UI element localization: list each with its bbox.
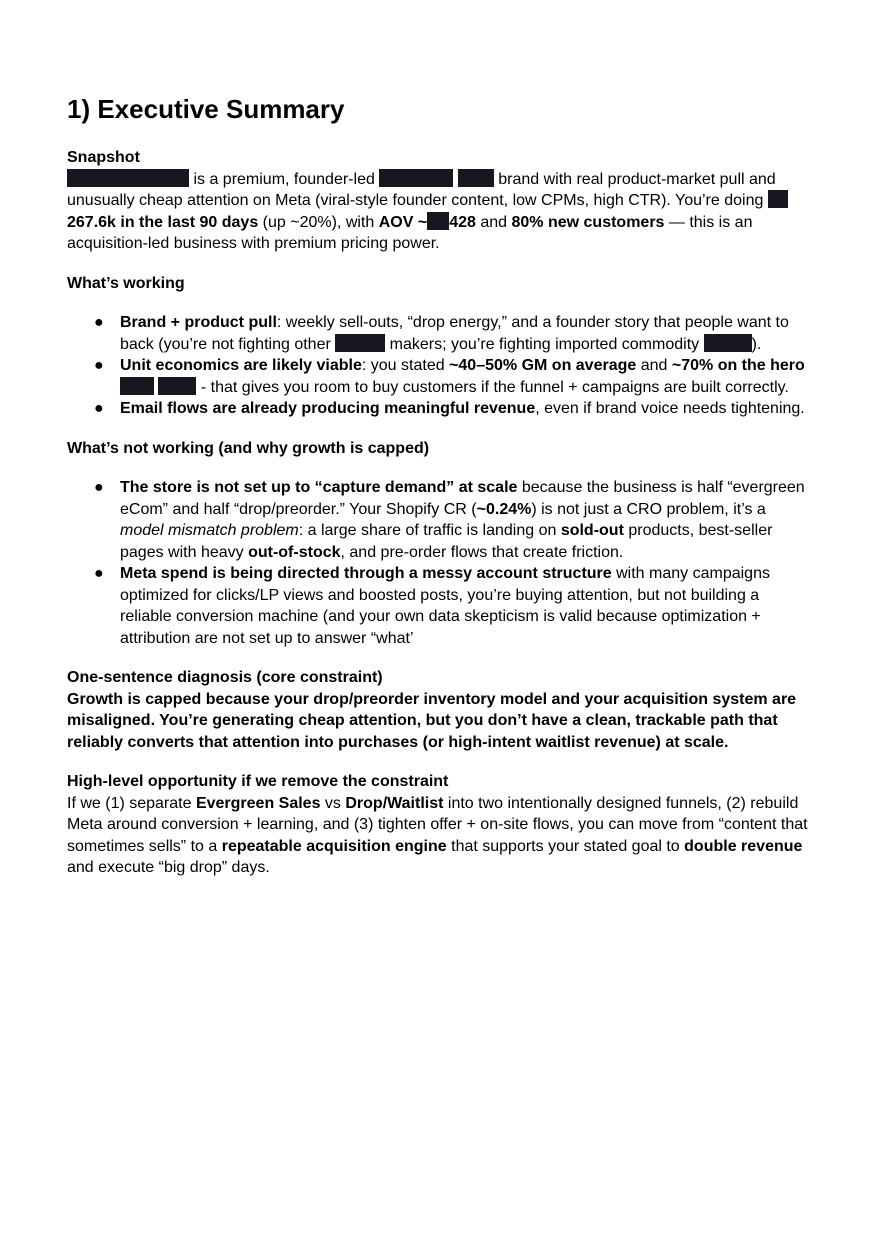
redaction-block	[379, 169, 453, 187]
list-item: ● Meta spend is being directed through a messy account structure with many campaigns optimized for clicks/LP views and boosted posts, you’re buying attention, but not building a reliable conversion machine (and your own data skepticism is valid because optimization + attribution are not set up to answer “what’	[94, 565, 770, 647]
diagnosis-text: Growth is capped because your drop/preorder inventory model and your acquisition system are misaligned. You’re generating cheap attention, but you don’t have a clean, trackable path that reliably converts that attention into purchases (or high-intent waitlist revenue) at scale.	[67, 690, 797, 751]
not-working-title: What’s not working (and why growth is capped)	[67, 439, 430, 457]
bullet-icon: ●	[94, 357, 104, 374]
not-working-list	[67, 477, 813, 649]
redaction-block	[704, 334, 752, 352]
bullet-icon: ●	[94, 400, 104, 417]
working-section	[67, 273, 813, 420]
working-list	[67, 312, 813, 420]
bullet-icon: ●	[94, 565, 104, 582]
redaction-block	[768, 190, 788, 208]
page-title: 1) Executive Summary	[67, 94, 345, 124]
redaction-block	[335, 334, 385, 352]
opportunity-title: High-level opportunity if we remove the constraint	[67, 773, 449, 790]
list-item: ● Unit economics are likely viable: you stated ~40–50% GM on average and ~70% on the hero - that gives you room to buy customers if the funnel + campaigns are built correctly.	[94, 357, 805, 396]
snapshot-section	[67, 147, 813, 255]
redaction-block	[120, 377, 154, 395]
list-item: ● Email flows are already producing meaningful revenue, even if brand voice needs tightening.	[120, 398, 813, 420]
working-title: What’s working	[67, 274, 185, 292]
redaction-block	[158, 377, 196, 395]
list-item: ● Brand + product pull: weekly sell-outs, “drop energy,” and a founder story that people want to back (you’re not fighting other makers; you’re fighting imported commodity ).	[94, 314, 789, 353]
snapshot-title: Snapshot	[67, 149, 140, 166]
redaction-block	[67, 169, 189, 187]
opportunity-paragraph: If we (1) separate Evergreen Sales vs Drop/Waitlist into two intentionally designed funnels, (2) rebuild Meta around conversion + learning, and (3) tighten offer + on-site flows, you can move from “content that sometimes sells” to a repeatable acquisition engine that supports your stated goal to double revenue and execute “big drop” days.	[67, 794, 808, 876]
list-item: ● The store is not set up to “capture demand” at scale because the business is half “evergreen eCom” and half “drop/preorder.” Your Shopify CR (~0.24%) is not just a CRO problem, it’s a model mismatch problem: a large share of traffic is landing on sold-out products, best-seller pages with heavy out-of-stock, and pre-order flows that create friction.	[94, 479, 805, 561]
bullet-icon: ●	[94, 314, 104, 331]
diagnosis-section	[67, 667, 813, 753]
diagnosis-title: One-sentence diagnosis (core constraint)	[67, 669, 383, 686]
snapshot-paragraph: is a premium, founder-led brand with real product-market pull and unusually cheap attention on Meta (viral-style founder content, low CPMs, high CTR). You’re doing 267.6k in the last 90 days (up ~20%), with AOV ~ 428 and 80% new customers — this is an acquisition-led business with premium pricing power.	[67, 169, 813, 255]
redaction-block	[427, 212, 449, 230]
redaction-block	[458, 169, 494, 187]
not-working-section	[67, 438, 813, 650]
bullet-icon: ●	[94, 479, 104, 496]
opportunity-section	[67, 771, 813, 879]
